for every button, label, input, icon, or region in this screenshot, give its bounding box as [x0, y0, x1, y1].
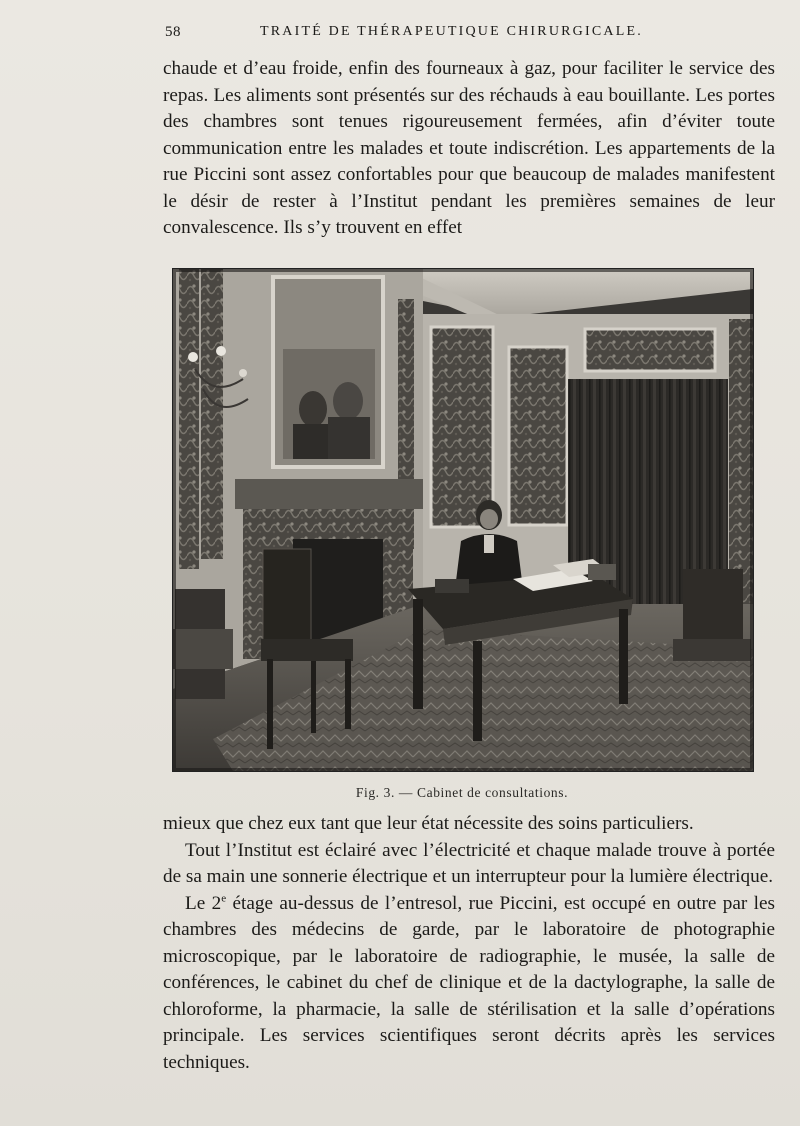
paragraph-3-rest: étage au-dessus de l’entresol, rue Piccini, est occupé en outre par les chambres des médecins de garde, par le laboratoire de photographie microscopique, par le laboratoire de radiographie, le musée, la salle de conférences, le cabinet du chef de clinique et de la dactylographe, la salle de chloroforme, la pharmacie, la salle de stérilisation et la salle d’opérations principale. Les services scientifiques seront décrits après les services techniques. — [163, 892, 775, 1073]
bottom-paragraph-1: mieux que chez eux tant que leur état nécessite des soins particuliers. — [163, 813, 694, 834]
figure-photograph — [172, 268, 754, 772]
running-head — [165, 24, 685, 46]
bottom-text-block — [163, 811, 775, 1076]
ordinal-superscript: e — [221, 892, 227, 905]
top-paragraph: chaude et d’eau froide, enfin des fourneaux à gaz, pour faciliter le service des repas. Les aliments sont présentés sur des réchauds à eau bouillante. Les portes des chambres sont tenues rigoureusement fermées, afin d’éviter toute communication entre les malades et toute indiscrétion. Les appartements de la rue Piccini sont assez confortables pour que beaucoup de malades manifestent le désir de rester à l’Institut pendant les premières semaines de leur convalescence. Ils s’y trouvent en effet — [163, 58, 775, 238]
top-text-block — [163, 56, 775, 242]
figure-caption: Fig. 3. — Cabinet de consultations. — [355, 785, 569, 800]
page-number: 58 — [165, 24, 181, 40]
photograph-consultation-room — [173, 269, 753, 771]
bottom-paragraph-2: Tout l’Institut est éclairé avec l’électricité et chaque malade trouve à portée de sa main une sonnerie électrique et un interrupteur pour la lumière électrique. — [163, 839, 775, 887]
bottom-paragraph-3 — [163, 891, 775, 1077]
running-title: TRAITÉ DE THÉRAPEUTIQUE CHIRURGICALE. — [260, 24, 643, 39]
paragraph-3-start: Le 2 — [185, 892, 222, 914]
